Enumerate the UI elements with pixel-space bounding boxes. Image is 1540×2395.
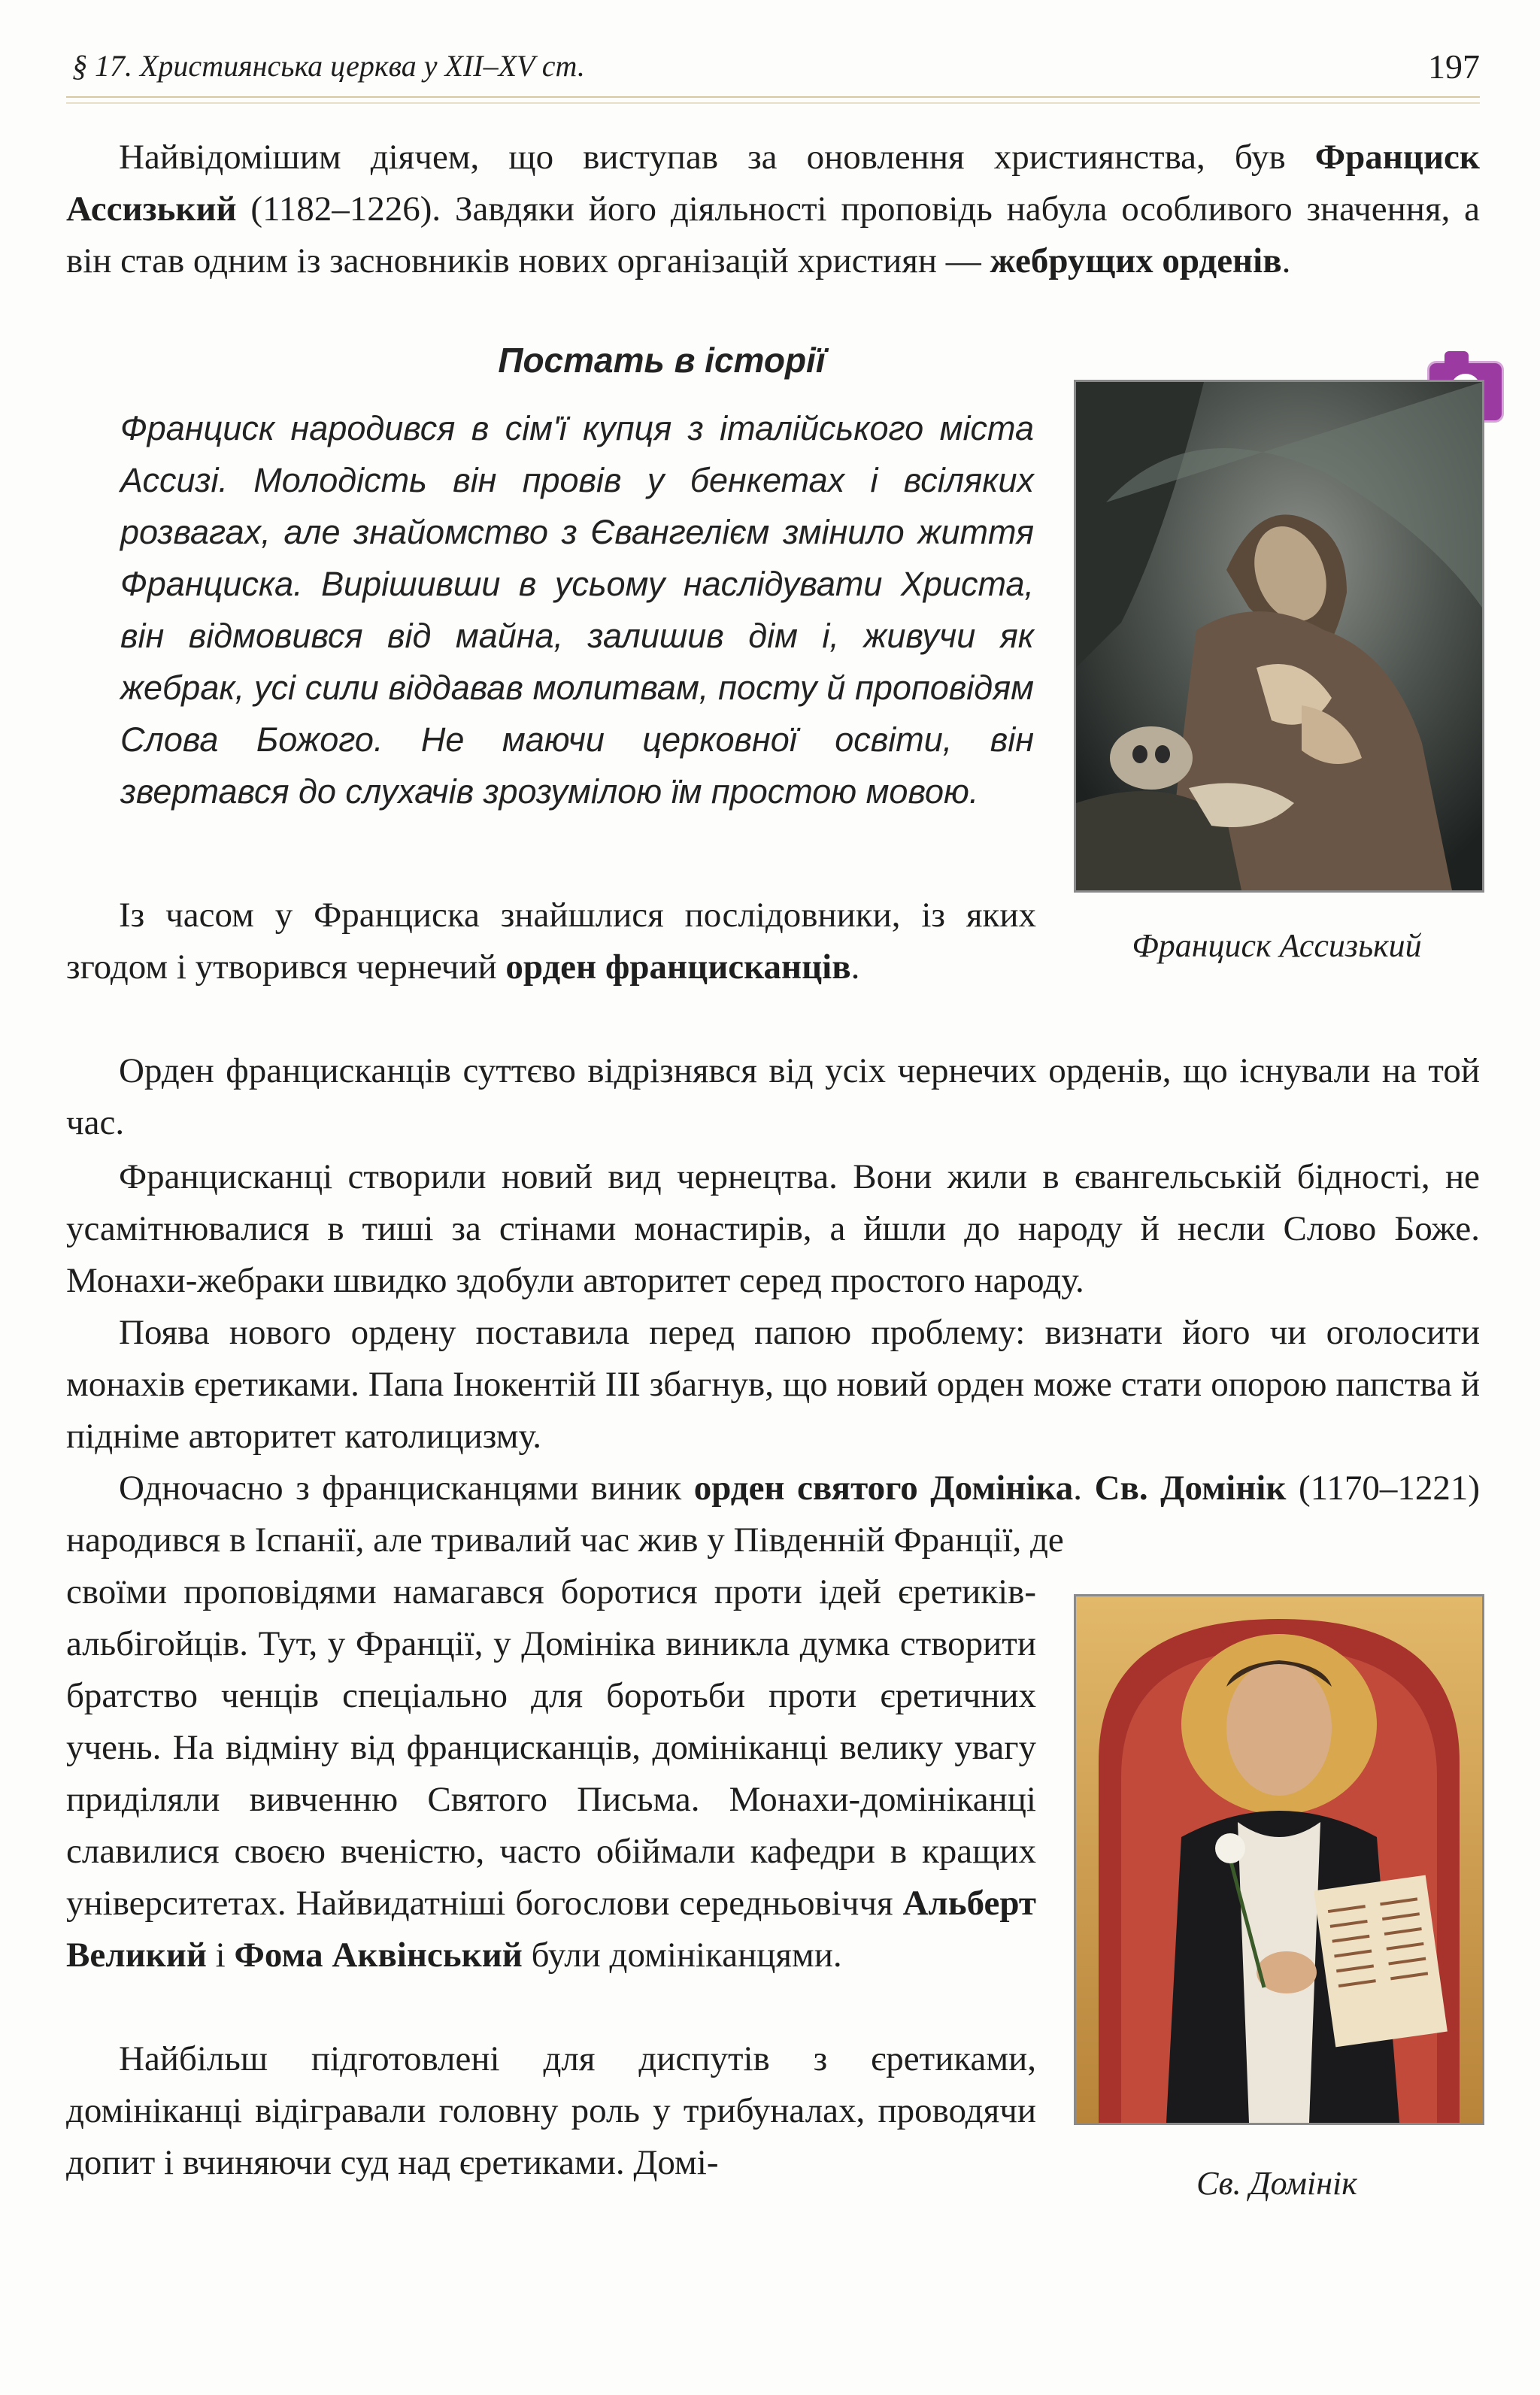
header-divider	[66, 96, 1480, 104]
dominic-painting	[1074, 1594, 1484, 2125]
box-text: Франциск народився в сім'ї купця з італійського міста Ассизі. Молодість він провів у бенкетах і всіляких розвагах, але знайомство з Євангелієм змінило життя Франциска. Вирішивши в усьому наслідувати Христа, він відмовився від майна, залишив дім і, живучи як жебрак, усі сили віддавав молитвам, посту й проповідям Слова Божого. Не маючи церковної освіти, він звертався до слухачів зрозумілою їм простою мовою.	[120, 409, 1034, 811]
term-st-dominic: Св. Домінік	[1094, 1469, 1287, 1508]
paragraph-new-monasticism: Францисканці створили новий вид чернецтва. Вони жили в євангельській бідності, не усамітнювалися в тиші за стінами монастирів, а йшли до народу й несли Слово Боже. Монахи-жебраки швидко здобули авторитет серед простого народу.	[66, 1157, 1480, 1300]
term-albert-great: Альберт Великий	[66, 1884, 1036, 1975]
paragraph-dominican-order: Одночасно з францисканцями виник орден святого Домініка. Св. Домінік (1170–1221) народився в Іспанії, але тривалий час жив у Південній Франції, де	[66, 1469, 1481, 1560]
term-francis: Франциск Ассизький	[66, 138, 1480, 229]
box-heading: Постать в історії	[498, 341, 826, 380]
dominic-caption: Св. Домінік	[1196, 2165, 1357, 2202]
paragraph-franciscans-formed: Із часом у Франциска знайшлися послідовники, із яких згодом і утворився чернечий орден францисканців.	[66, 896, 1036, 987]
francis-caption: Франциск Ассизький	[1132, 927, 1422, 964]
paragraph-francis-intro: Найвідомішим діячем, що виступав за оновлення християнства, був Франциск Ассизький (1182–1226). Завдяки його діяльності проповідь набула особливого значення, а він став одним із засновників нових організацій християн — жебрущих орденів.	[66, 138, 1480, 280]
paragraph-inquisition: Найбільш підготовлені для диспутів з єретиками, домініканці відігравали головну роль у трибуналах, проводячи допит і вчиняючи суд над єретиками. Домі-	[66, 2039, 1036, 2182]
term-thomas-aquinas: Фома Аквінський	[234, 1936, 523, 1975]
paragraph-dominicans-learning: своїми проповідями намагався боротися проти ідей єретиків-альбігойців. Тут, у Франції, у Домініка виникла думка створити братство ченців спеціально для боротьби проти єретичних учень. На відміну від францисканців, домініканці велику увагу приділяли вивченню Святого Письма. Монахи-домініканці славилися своєю вченістю, часто обіймали кафедри в кращих університетах. Найвидатніші богослови середньовіччя Альберт Великий і Фома Аквінський були домініканцями.	[66, 1572, 1036, 1975]
francis-painting	[1074, 380, 1484, 893]
term-franciscan-order: орден францисканців	[505, 947, 851, 987]
term-mendicant-orders: жебрущих орденів	[990, 241, 1282, 280]
page-number: 197	[1428, 47, 1480, 86]
term-dominican-order: орден святого Домініка	[693, 1469, 1074, 1508]
paragraph-pope-problem: Поява нового ордену поставила перед папою проблему: визнати його чи оголосити монахів єретиками. Папа Інокентій III збагнув, що новий орден може стати опорою папства й підніме авторитет католицизму.	[66, 1313, 1480, 1456]
paragraph-order-differences: Орден францисканців суттєво відрізнявся від усіх чернечих орденів, що існували на той час.	[66, 1051, 1480, 1142]
chapter-title: § 17. Християнська церква у XII–XV ст.	[72, 49, 585, 83]
running-header	[66, 44, 1480, 89]
